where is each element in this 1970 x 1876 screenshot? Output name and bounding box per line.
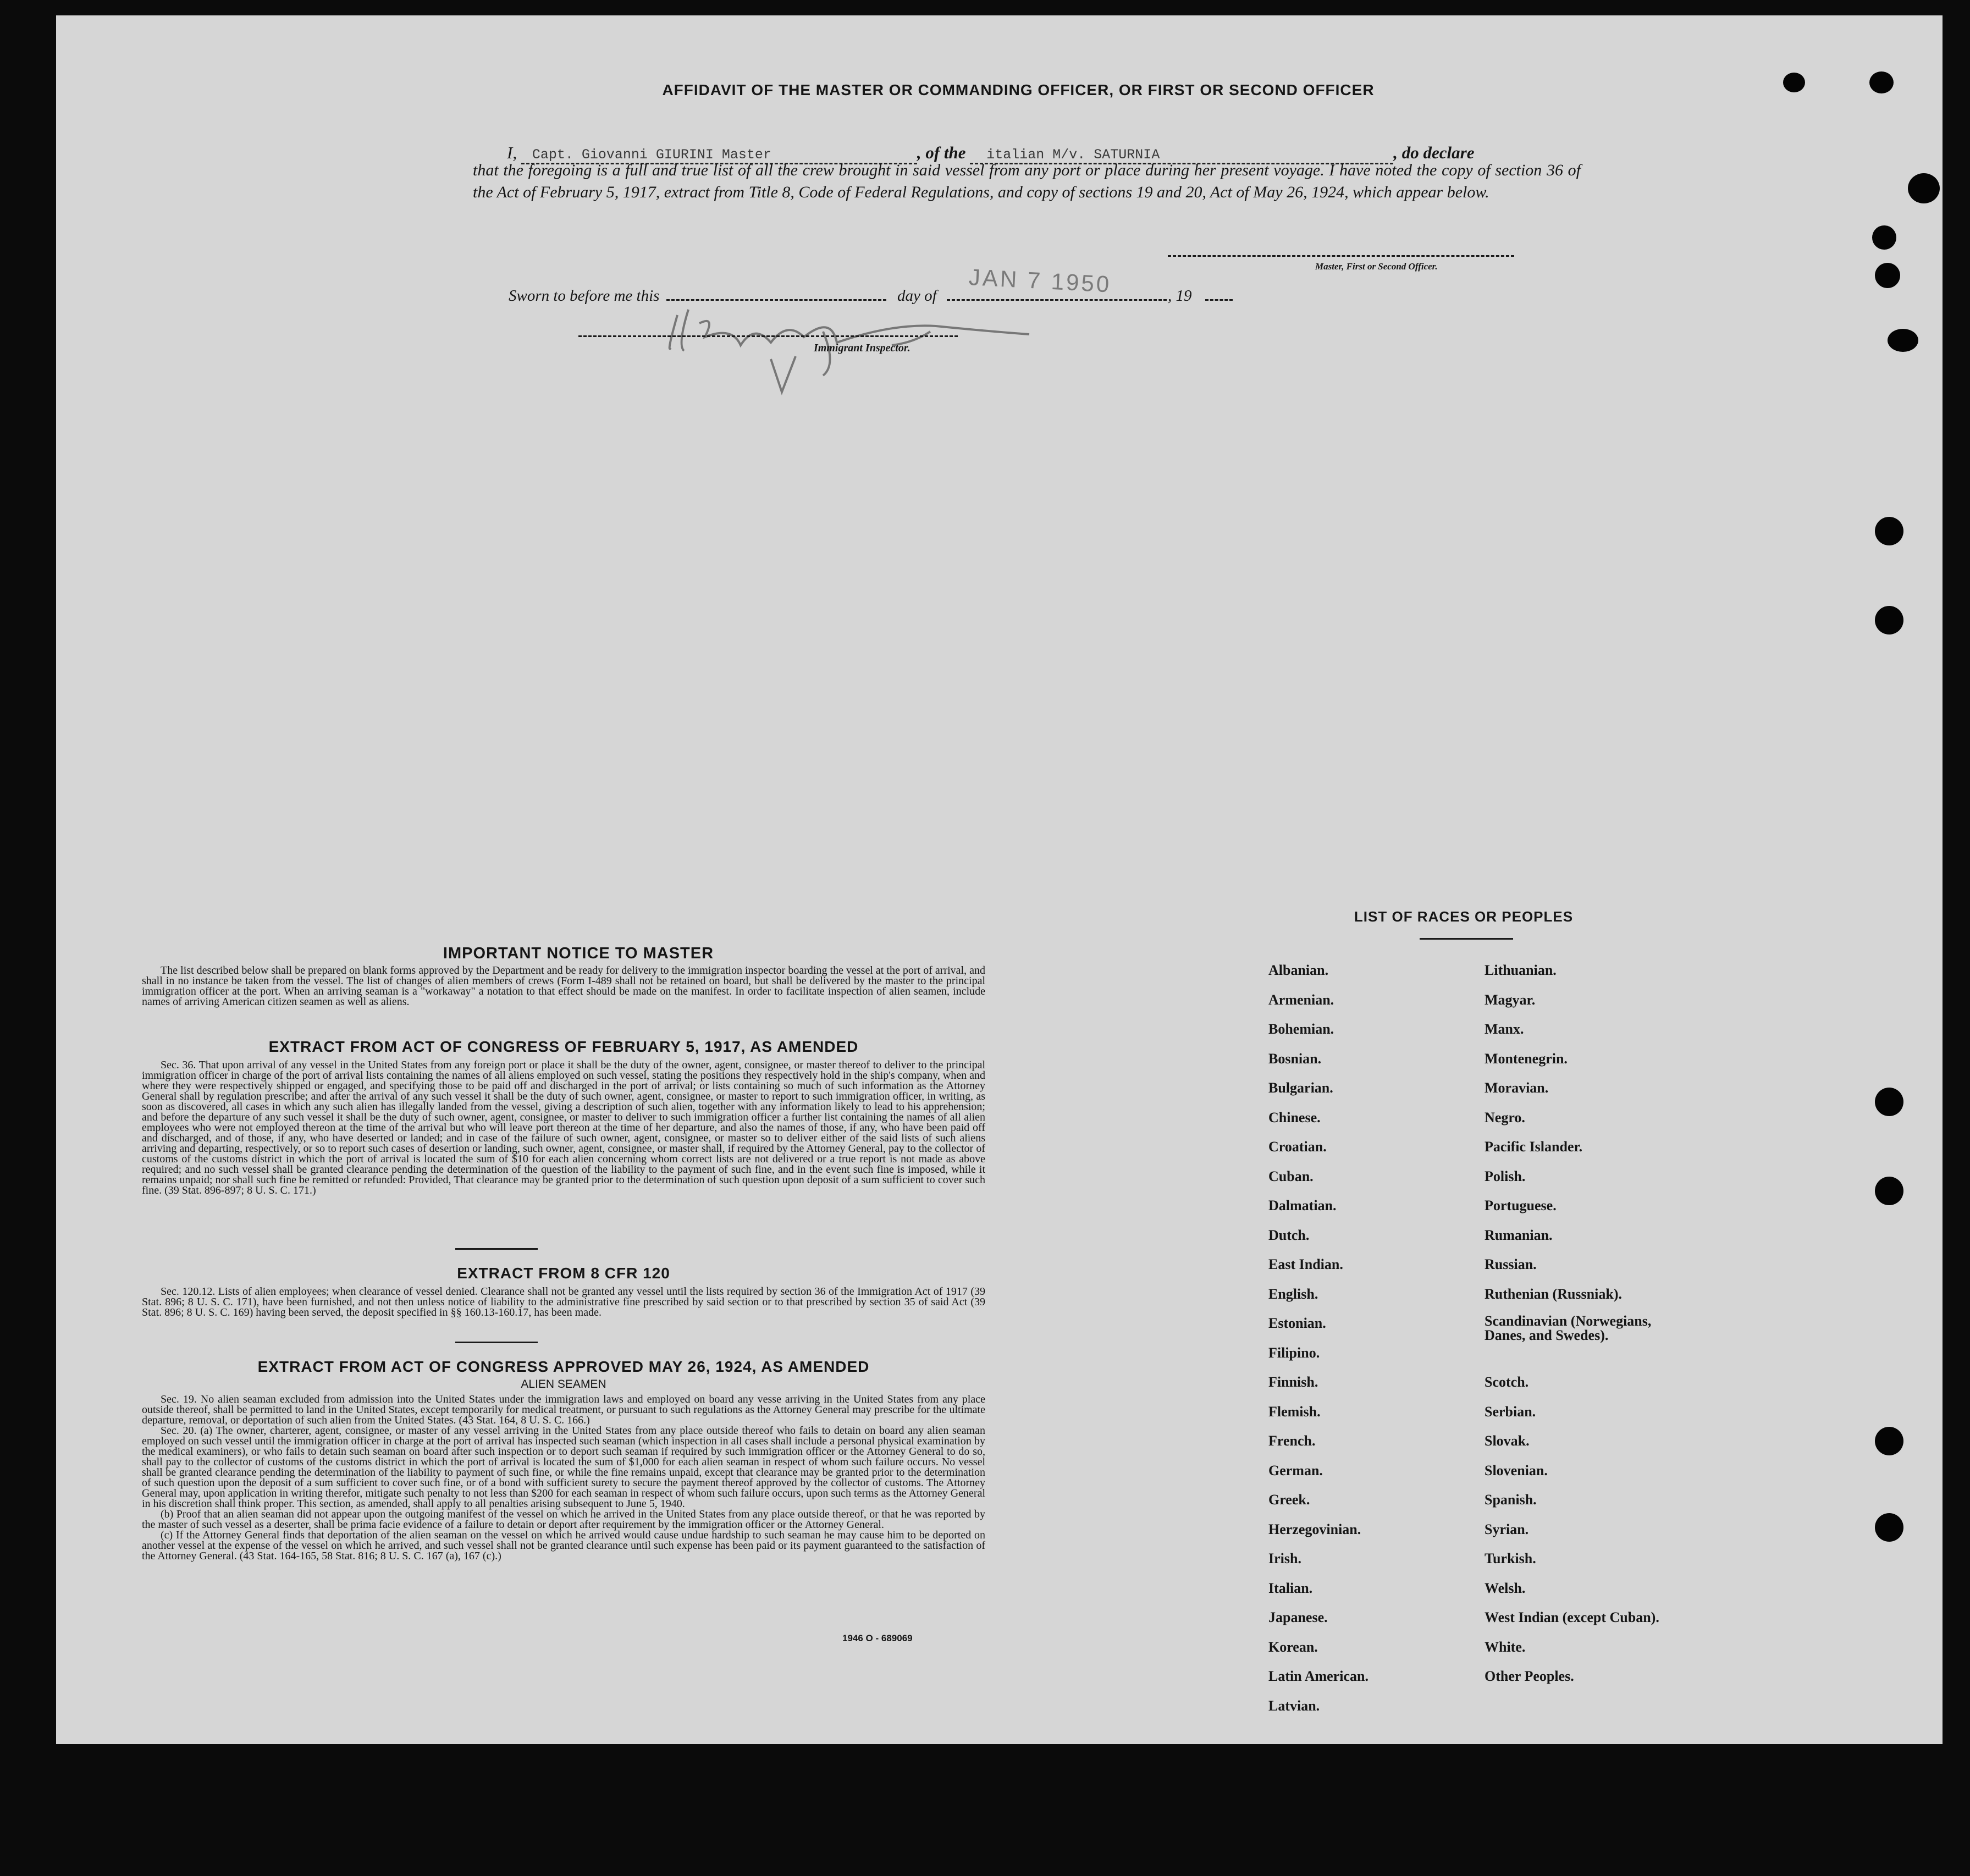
races-column-2 [1485,956,1693,1691]
divider [455,1248,538,1250]
binder-hole [1872,225,1896,250]
date-stamp: JAN 7 1950 [968,264,1112,297]
race-item: Rumanian. [1485,1227,1553,1243]
extract-1924-text [142,1394,985,1562]
alien-seamen-subtitle: ALIEN SEAMEN [521,1378,606,1391]
notice-title: IMPORTANT NOTICE TO MASTER [443,945,714,962]
divider [455,1342,538,1343]
binder-hole [1875,1088,1903,1116]
binder-hole [1875,517,1903,545]
form-sheet [56,15,1943,1744]
affidavit-i: I, [507,143,517,162]
of-the-label: , of the [917,143,966,162]
race-item: White. [1485,1638,1526,1655]
race-item: Ruthenian (Russniak). [1485,1285,1622,1302]
affidavit-title: AFFIDAVIT OF THE MASTER OR COMMANDING OFFICER, OR FIRST OR SECOND OFFICER [662,81,1375,98]
race-item: Dalmatian. [1268,1198,1337,1213]
binder-hole [1875,606,1903,634]
race-item: Spanish. [1485,1492,1537,1508]
notice-text [142,965,985,1007]
race-item: Italian. [1268,1580,1313,1596]
race-item: Latvian. [1268,1697,1320,1714]
race-item: Turkish. [1485,1551,1536,1566]
race-item: Filipino. [1268,1344,1320,1361]
extract-cfr-title: EXTRACT FROM 8 CFR 120 [457,1265,670,1282]
day-of-label: day of [897,287,937,305]
race-item: Bohemian. [1268,1021,1334,1037]
race-item: Scandinavian (Norwegians, Danes, and Swedes). [1485,1313,1652,1343]
race-item: Latin American. [1268,1668,1368,1684]
race-item: Cuban. [1268,1168,1314,1184]
officer-signature-line [1168,255,1514,257]
extract-1924-title: EXTRACT FROM ACT OF CONGRESS APPROVED MAY 26, 1924, AS AMENDED [257,1358,870,1375]
race-item: Welsh. [1485,1580,1526,1596]
race-item: Armenian. [1268,991,1334,1008]
race-item: English. [1268,1285,1318,1302]
race-item: Moravian. [1485,1080,1549,1096]
race-item: German. [1268,1462,1323,1478]
inspector-signature-line [578,335,958,337]
race-item: Scotch. [1485,1374,1529,1390]
race-item: Flemish. [1268,1403,1321,1420]
binder-hole [1875,1427,1903,1455]
race-item: West Indian (except Cuban). [1485,1609,1659,1625]
races-column-1 [1268,956,1368,1720]
races-divider [1420,938,1513,940]
binder-hole [1908,173,1940,203]
race-item: Korean. [1268,1638,1318,1655]
extract-1917-title: EXTRACT FROM ACT OF CONGRESS OF FEBRUARY 5, 1917, AS AMENDED [268,1038,859,1055]
race-item: Negro. [1485,1109,1525,1125]
extract-cfr-text [142,1287,985,1318]
race-item: Russian. [1485,1256,1537,1272]
master-name-field: Capt. Giovanni GIURINI Master [521,147,917,164]
race-item: Slovak. [1485,1433,1530,1449]
race-item: Montenegrin. [1485,1050,1568,1067]
race-item: Herzegovinian. [1268,1521,1361,1537]
year-prefix: , 19 [1168,287,1192,305]
binder-hole [1783,73,1805,92]
vessel-field: italian M/v. SATURNIA [970,147,1393,164]
race-item: Irish. [1268,1551,1301,1566]
section-20c-paragraph: (c) If the Attorney General finds that deportation of the alien seaman on the vessel on which he arrived would cause undue hardship to such seaman he may cause him to be deported on another vessel at the expense of the vessel on which he arrived, and such vessel shall not be granted clearance until such expense has been paid or its payment guaranteed to the satisfaction of the Attorney General. (43 Stat. 164-165, 58 Stat. 816; 8 U. S. C. 167 (a), 167 (c).) [142,1529,985,1562]
race-item: Croatian. [1268,1139,1327,1155]
sworn-label: Sworn to before me this [509,287,660,305]
race-item: Serbian. [1485,1403,1536,1420]
print-code: 1946 O - 689069 [842,1633,913,1643]
race-item: Other Peoples. [1485,1668,1574,1684]
race-item: Finnish. [1268,1374,1318,1390]
year-line [1205,299,1233,301]
race-item: Bosnian. [1268,1050,1322,1067]
binder-hole [1875,1177,1903,1205]
extract-1917-text [142,1060,985,1196]
race-item: Albanian. [1268,962,1329,978]
race-item: Pacific Islander. [1485,1139,1583,1155]
section-120-12-paragraph: Sec. 120.12. Lists of alien employees; when clearance of vessel denied. Clearance shall not be granted any vessel until the lists required by section 36 of the Immigration Act of 1917 (39 Stat. 896; 8 U. S. C. 171), have been furnished, and not then unless notice of liability to the administrative fine prescribed by said section or to that prescribed by section 35 of said Act (39 Stat. 896; 8 U. S. C. 169) having been served, the deposit specified in §§ 160.13-160.17, has been made. [142,1285,985,1318]
race-item: East Indian. [1268,1256,1343,1272]
race-item: Dutch. [1268,1227,1310,1243]
binder-hole [1875,263,1900,288]
race-item: Chinese. [1268,1109,1321,1125]
race-item: Slovenian. [1485,1462,1548,1478]
section-20b-paragraph: (b) Proof that an alien seaman did not appear upon the outgoing manifest of the vessel on which he arrived in the United States from any place outside thereof, or that he was reported by the master of such vessel as a deserter, shall be prima facie evidence of a failure to detain or deport after requirement by the immigration officer or the Attorney General. [142,1508,985,1531]
affidavit-body: that the foregoing is a full and true list of all the crew brought in said vessel from any port or place during her present voyage. I have noted the copy of section 36 of the Act of February 5, 1917, extract from Title 8, Code of Federal Regulations, and copy of sections 19 and 20, Act of May 26, 1924, which appear below. [473,161,1581,201]
binder-hole [1875,1513,1903,1542]
race-item: Japanese. [1268,1609,1328,1625]
race-item: Estonian. [1268,1315,1326,1331]
officer-caption: Master, First or Second Officer. [1315,261,1438,272]
race-item: Bulgarian. [1268,1080,1333,1096]
race-item: Manx. [1485,1021,1524,1037]
race-item: Syrian. [1485,1521,1529,1537]
inspector-caption: Immigrant Inspector. [814,342,910,354]
race-item: Portuguese. [1485,1198,1557,1213]
notice-paragraph: The list described below shall be prepared on blank forms approved by the Department and be ready for delivery to the immigration inspector boarding the vessel at the port of arrival, and shall in no instance be taken from the vessel. The list of changes of alien members of crews (Form I-489 shall not be retained on board, but shall be delivered by the master to the principal immigration officer at the port. When an arriving seaman is a "workaway" a notation to that effect should be made on the manifest. In order to facilitate inspection of alien seamen, include names of arriving American citizen seamen as well as aliens. [142,964,985,1008]
section-20a-paragraph: Sec. 20. (a) The owner, charterer, agent, consignee, or master of any vessel arriving in the United States from any place outside thereof who fails to detain on board any alien seaman employed on such vessel until the immigration officer in charge at the port of arrival has inspected such seaman (which inspection in all cases shall include a personal physical examination by the medical examiners), or who fails to detain such seaman on board after such inspection or to deport such seaman if required by such immigration officer or the Attorney General to do so, shall pay to the collector of customs of the customs district in which the port of arrival is located the sum of $1,000 for each alien seaman in respect of whom such failure occurs. No vessel shall be granted clearance pending the determination of the liability to payment of such fine, or while the fine remains unpaid, except that clearance may be granted prior to the determination of such question upon the deposit of a sum sufficient to cover such fine, or of a bond with sufficient surety to secure the payment thereof approved by the collector of customs. The Attorney General may, upon application in writing therefor, mitigate such penalty to not less than $200 for each seaman in respect of whom such failure occurs, upon such terms as the Attorney General in his discretion shall think proper. This section, as amended, shall apply to all penalties arising subsequent to June 5, 1940. [142,1425,985,1510]
races-title: LIST OF RACES OR PEOPLES [1354,908,1574,925]
race-item: Magyar. [1485,991,1536,1008]
binder-hole [1869,71,1894,93]
binder-hole [1888,329,1918,352]
race-item: Polish. [1485,1168,1526,1184]
race-item: Lithuanian. [1485,962,1557,978]
section-19-paragraph: Sec. 19. No alien seaman excluded from admission into the United States under the immigration laws and employed on board any vesse arriving in the United States from any place outside thereof, shall be permitted to land in the United States, except temporarily for medical treatment, or pursuant to such regulations as the Attorney General may prescribe for the ultimate departure, removal, or deportation of such alien from the United States. (43 Stat. 164, 8 U. S. C. 166.) [142,1393,985,1426]
do-declare-label: , do declare [1393,143,1475,162]
race-item: French. [1268,1433,1316,1449]
race-item: Greek. [1268,1492,1310,1508]
section-36-paragraph: Sec. 36. That upon arrival of any vessel in the United States from any foreign port or place it shall be the duty of the owner, agent, consignee, or master thereof to deliver to the principal immigration officer in charge of the port of arrival lists containing the names of all aliens employed on such vessel, stating the positions they respectively hold in the ship's company, when and where they were respectively shipped or engaged, and specifying those to be paid off and discharged in the port of arrival; or lists containing so much of such information as the Attorney General shall by regulation prescribe; and after the arrival of any such vessel it shall be the duty of such owner, agent, consignee, or master to report to such immigration officer, in writing, as soon as discovered, all cases in which any such alien has illegally landed from the vessel, giving a description of such alien, together with any information likely to lead to his apprehension; and before the departure of any such vessel it shall be the duty of such owner, agent, consignee, or master to deliver to such immigration officer a further list containing the names of all alien employees who were not employed thereon at the time of the arrival but who will leave port thereon at the time of her departure, and also the names of those, if any, who have been paid off and discharged, and of those, if any, who have deserted or landed; and in case of the failure of such owner, agent, consignee, or master so to deliver either of the said lists of such aliens arriving and departing, respectively, or so to report such cases of desertion or landing, such owner, agent, consignee, or master shall, if required by the Attorney General, pay to the collector of customs of the customs district in which the port of arrival is located the sum of $10 for each alien concerning whom correct lists are not delivered or a true report is not made as above required; and no such vessel shall be granted clearance pending the determination of the question of the liability to the payment of such fine, and in the event such fine is imposed, while it remains unpaid; nor shall such fine be remitted or refunded: Provided, That clearance may be granted prior to the determination of such question upon deposit of a sum sufficient to cover such fine. (39 Stat. 896-897; 8 U. S. C. 171.) [142,1059,985,1196]
